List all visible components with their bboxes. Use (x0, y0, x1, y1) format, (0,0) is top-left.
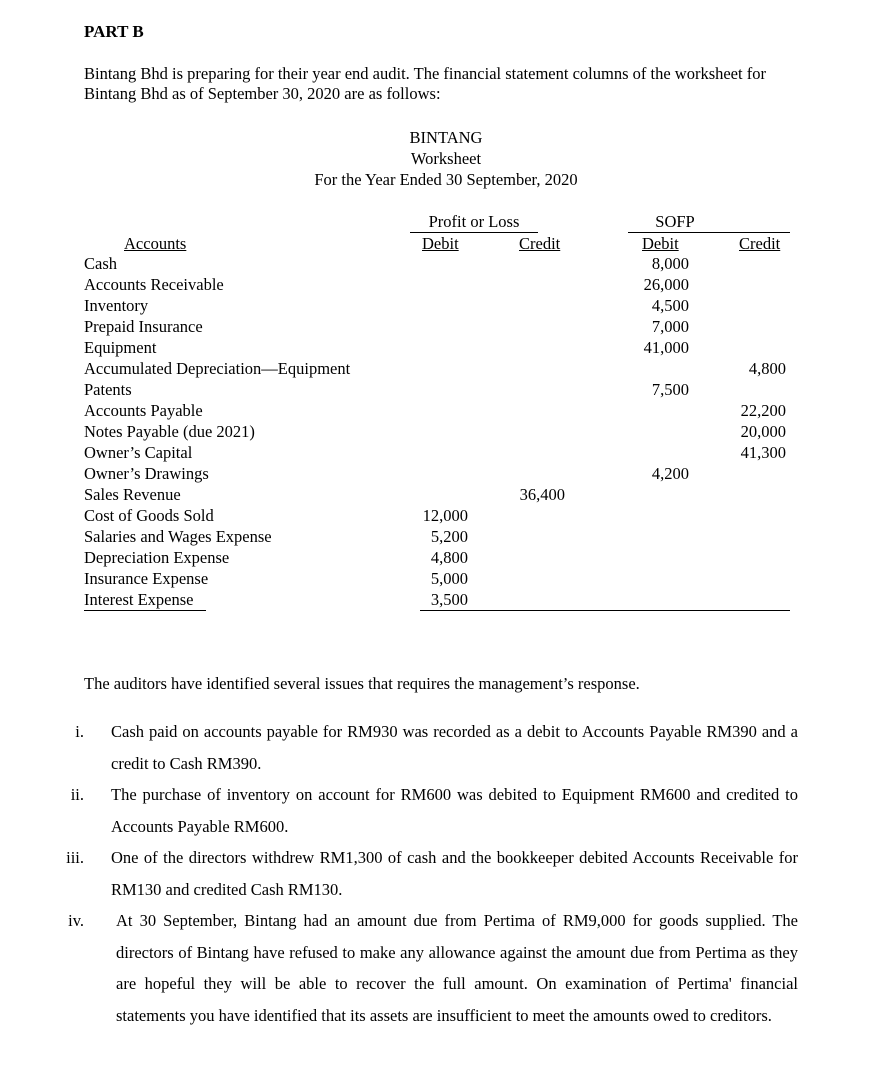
account-name: Insurance Expense (84, 569, 209, 588)
amount-sofp-credit: 20,000 (740, 422, 786, 441)
issue-text: At 30 September, Bintang had an amount due from Pertima of RM9,000 for goods supplied. The directors of Bintang have refused to make any allowance against the amount due from Pertima as they are hopeful they will be able to recover the full amount. On examination of Pertima' financial statements you have identified that its assets are insufficient to meet the amounts owed to creditors. (116, 911, 798, 1025)
pl-header-rule (410, 232, 538, 233)
intro-paragraph: Bintang Bhd is preparing for their year end audit. The financial statement columns of the worksheet for Bintang Bhd as of September 30, 2020 are as follows: (84, 64, 766, 103)
issue-number: iv. (68, 911, 84, 930)
account-name: Depreciation Expense (84, 548, 230, 567)
amount-sofp-debit: 4,500 (651, 296, 689, 315)
amount-sofp-debit: 8,000 (651, 254, 689, 273)
issue-number: iii. (66, 848, 84, 867)
amount-pl-credit: 36,400 (519, 485, 565, 504)
amount-sofp-debit: 4,200 (651, 464, 689, 483)
account-name: Notes Payable (due 2021) (84, 422, 255, 441)
amount-sofp-debit: 41,000 (643, 338, 689, 357)
issue-item (68, 905, 798, 1031)
account-name: Accounts Payable (84, 401, 203, 420)
amount-pl-debit: 5,200 (430, 527, 468, 546)
account-name: Sales Revenue (84, 485, 181, 504)
account-name: Inventory (84, 296, 149, 315)
table-bottom-rule (420, 610, 790, 611)
last-account-underline (84, 610, 206, 611)
account-name: Cost of Goods Sold (84, 506, 214, 525)
issue-text: The purchase of inventory on account for RM600 was debited to Equipment RM600 and credited to Accounts Payable RM600. (111, 785, 798, 836)
account-name: Interest Expense (84, 590, 194, 609)
sofp-header-rule (628, 232, 790, 233)
account-name: Owner’s Drawings (84, 464, 209, 483)
account-name: Patents (84, 380, 132, 399)
part-heading: PART B (84, 22, 144, 41)
amount-sofp-debit: 26,000 (643, 275, 689, 294)
account-name: Equipment (84, 338, 157, 357)
amount-pl-debit: 3,500 (430, 590, 468, 609)
amount-sofp-debit: 7,500 (651, 380, 689, 399)
sofp-debit-header: Debit (642, 234, 679, 253)
worksheet-title: Worksheet (410, 149, 482, 168)
account-name: Salaries and Wages Expense (84, 527, 272, 546)
amount-sofp-debit: 7,000 (651, 317, 689, 336)
issue-number: ii. (70, 785, 84, 804)
amount-sofp-credit: 41,300 (740, 443, 786, 462)
amount-sofp-credit: 4,800 (748, 359, 786, 378)
issue-text: One of the directors withdrew RM1,300 of cash and the bookkeeper debited Accounts Receivable for RM130 and credited Cash RM130. (111, 848, 798, 899)
amount-sofp-credit: 22,200 (740, 401, 786, 420)
account-name: Cash (84, 254, 117, 273)
issue-item (75, 716, 798, 779)
sofp-credit-header: Credit (739, 234, 781, 253)
sofp-header: SOFP (655, 212, 695, 231)
pl-debit-header: Debit (422, 234, 459, 253)
account-name: Owner’s Capital (84, 443, 193, 462)
account-name: Accounts Receivable (84, 275, 224, 294)
issue-text: Cash paid on accounts payable for RM930 was recorded as a debit to Accounts Payable RM390 and a credit to Cash RM390. (111, 722, 798, 773)
account-name: Accumulated Depreciation—Equipment (84, 359, 351, 378)
issues-intro: The auditors have identified several issues that requires the management’s response. (84, 674, 640, 693)
worksheet-company: BINTANG (409, 128, 483, 147)
amount-pl-debit: 5,000 (430, 569, 468, 588)
accounts-header: Accounts (124, 234, 187, 253)
pl-credit-header: Credit (519, 234, 561, 253)
worksheet-period: For the Year Ended 30 September, 2020 (314, 170, 578, 189)
issue-number: i. (75, 722, 84, 741)
pl-header: Profit or Loss (428, 212, 520, 231)
amount-pl-debit: 12,000 (422, 506, 468, 525)
amount-pl-debit: 4,800 (430, 548, 468, 567)
account-name: Prepaid Insurance (84, 317, 203, 336)
issue-item (66, 842, 798, 905)
issue-item (70, 779, 798, 842)
